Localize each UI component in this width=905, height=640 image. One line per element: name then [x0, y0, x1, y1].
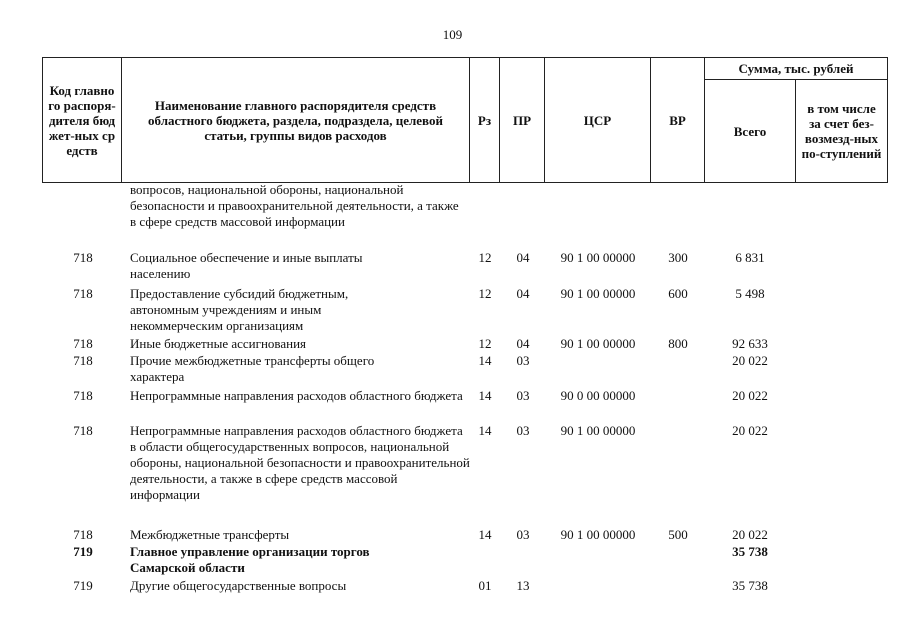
row-name: Другие общегосударственные вопросы — [130, 578, 347, 593]
row-vr: 600 — [668, 286, 688, 301]
row-csr: 90 1 00 00000 — [560, 336, 636, 351]
header-name-label: Наименование главного распорядителя средств областного бюджета, раздела, подраздела, целевой статьи, группы видов расходов — [148, 97, 443, 143]
row-pr: 03 — [516, 423, 530, 438]
row-vr: 800 — [668, 336, 688, 351]
row-rz: 14 — [478, 353, 492, 368]
header-sum-group — [704, 57, 888, 80]
page-number: 109 — [442, 27, 463, 42]
row-rz: 14 — [478, 527, 492, 542]
header-rz-label: Рз — [477, 112, 492, 128]
row-rz: 12 — [478, 286, 492, 301]
row-name: Непрограммные направления расходов областного бюджета в области общегосударственных вопросов, национальной обороны, национальной безопасности и правоохранительной деятельности, а также в сфере средств массовой информации — [130, 423, 470, 502]
row-total: 20 022 — [732, 527, 768, 542]
row-code: 718 — [73, 423, 93, 438]
row-total: 92 633 — [732, 336, 768, 351]
header-csr — [544, 57, 651, 183]
row-name: Межбюджетные трансферты — [130, 527, 290, 542]
header-vr-label: ВР — [669, 112, 686, 128]
header-pr — [499, 57, 545, 183]
row-pr: 04 — [516, 336, 530, 351]
row-name: Иные бюджетные ассигнования — [130, 336, 307, 351]
row-pr: 04 — [516, 286, 530, 301]
header-sum-group-label: Сумма, тыс. рублей — [738, 61, 854, 76]
row-total: 20 022 — [732, 388, 768, 403]
row-rz: 12 — [478, 250, 492, 265]
header-pr-label: ПР — [512, 112, 532, 128]
row-name: Непрограммные направления расходов областного бюджета — [130, 388, 463, 403]
row-name: вопросов, национальной обороны, национальной безопасности и правоохранительной деятельности, а также в сфере средств массовой информации — [130, 182, 459, 229]
header-total — [704, 79, 796, 183]
row-name: Прочие межбюджетные трансферты общего характера — [130, 353, 375, 384]
row-total: 20 022 — [732, 423, 768, 438]
header-rz — [469, 57, 500, 183]
row-total: 35 738 — [732, 544, 768, 559]
header-vr — [650, 57, 705, 183]
row-pr: 03 — [516, 353, 530, 368]
row-rz: 12 — [478, 336, 492, 351]
row-code: 718 — [73, 527, 93, 542]
row-code: 718 — [73, 336, 93, 351]
row-code: 718 — [73, 286, 93, 301]
row-csr: 90 1 00 00000 — [560, 423, 636, 438]
header-incl-label: в том числе за счет без-возмезд-ных по-ступлений — [801, 101, 882, 161]
header-name — [121, 57, 470, 183]
row-name: Главное управление организации торгов Самарской области — [130, 544, 370, 575]
row-pr: 03 — [516, 388, 530, 403]
row-name: Социальное обеспечение и иные выплаты населению — [130, 250, 363, 281]
row-vr: 500 — [668, 527, 688, 542]
row-rz: 01 — [478, 578, 492, 593]
row-pr: 13 — [516, 578, 530, 593]
row-code: 719 — [73, 544, 93, 559]
row-code: 718 — [73, 250, 93, 265]
header-total-label: Всего — [733, 123, 767, 139]
header-code — [42, 57, 122, 183]
row-rz: 14 — [478, 388, 492, 403]
row-code: 718 — [73, 388, 93, 403]
row-csr: 90 0 00 00000 — [560, 388, 636, 403]
row-name: Предоставление субсидий бюджетным, автономным учреждениям и иным некоммерческим организациям — [130, 286, 349, 333]
header-csr-label: ЦСР — [583, 112, 612, 128]
row-csr: 90 1 00 00000 — [560, 286, 636, 301]
row-csr: 90 1 00 00000 — [560, 527, 636, 542]
row-pr: 04 — [516, 250, 530, 265]
header-incl — [795, 79, 888, 183]
row-rz: 14 — [478, 423, 492, 438]
row-total: 20 022 — [732, 353, 768, 368]
row-code: 719 — [73, 578, 93, 593]
row-total: 5 498 — [735, 286, 765, 301]
row-code: 718 — [73, 353, 93, 368]
row-pr: 03 — [516, 527, 530, 542]
header-code-label: Код главного распоря-дителя бюджет-ных средств — [48, 82, 116, 158]
row-total: 6 831 — [735, 250, 765, 265]
row-vr: 300 — [668, 250, 688, 265]
row-total: 35 738 — [732, 578, 768, 593]
row-csr: 90 1 00 00000 — [560, 250, 636, 265]
